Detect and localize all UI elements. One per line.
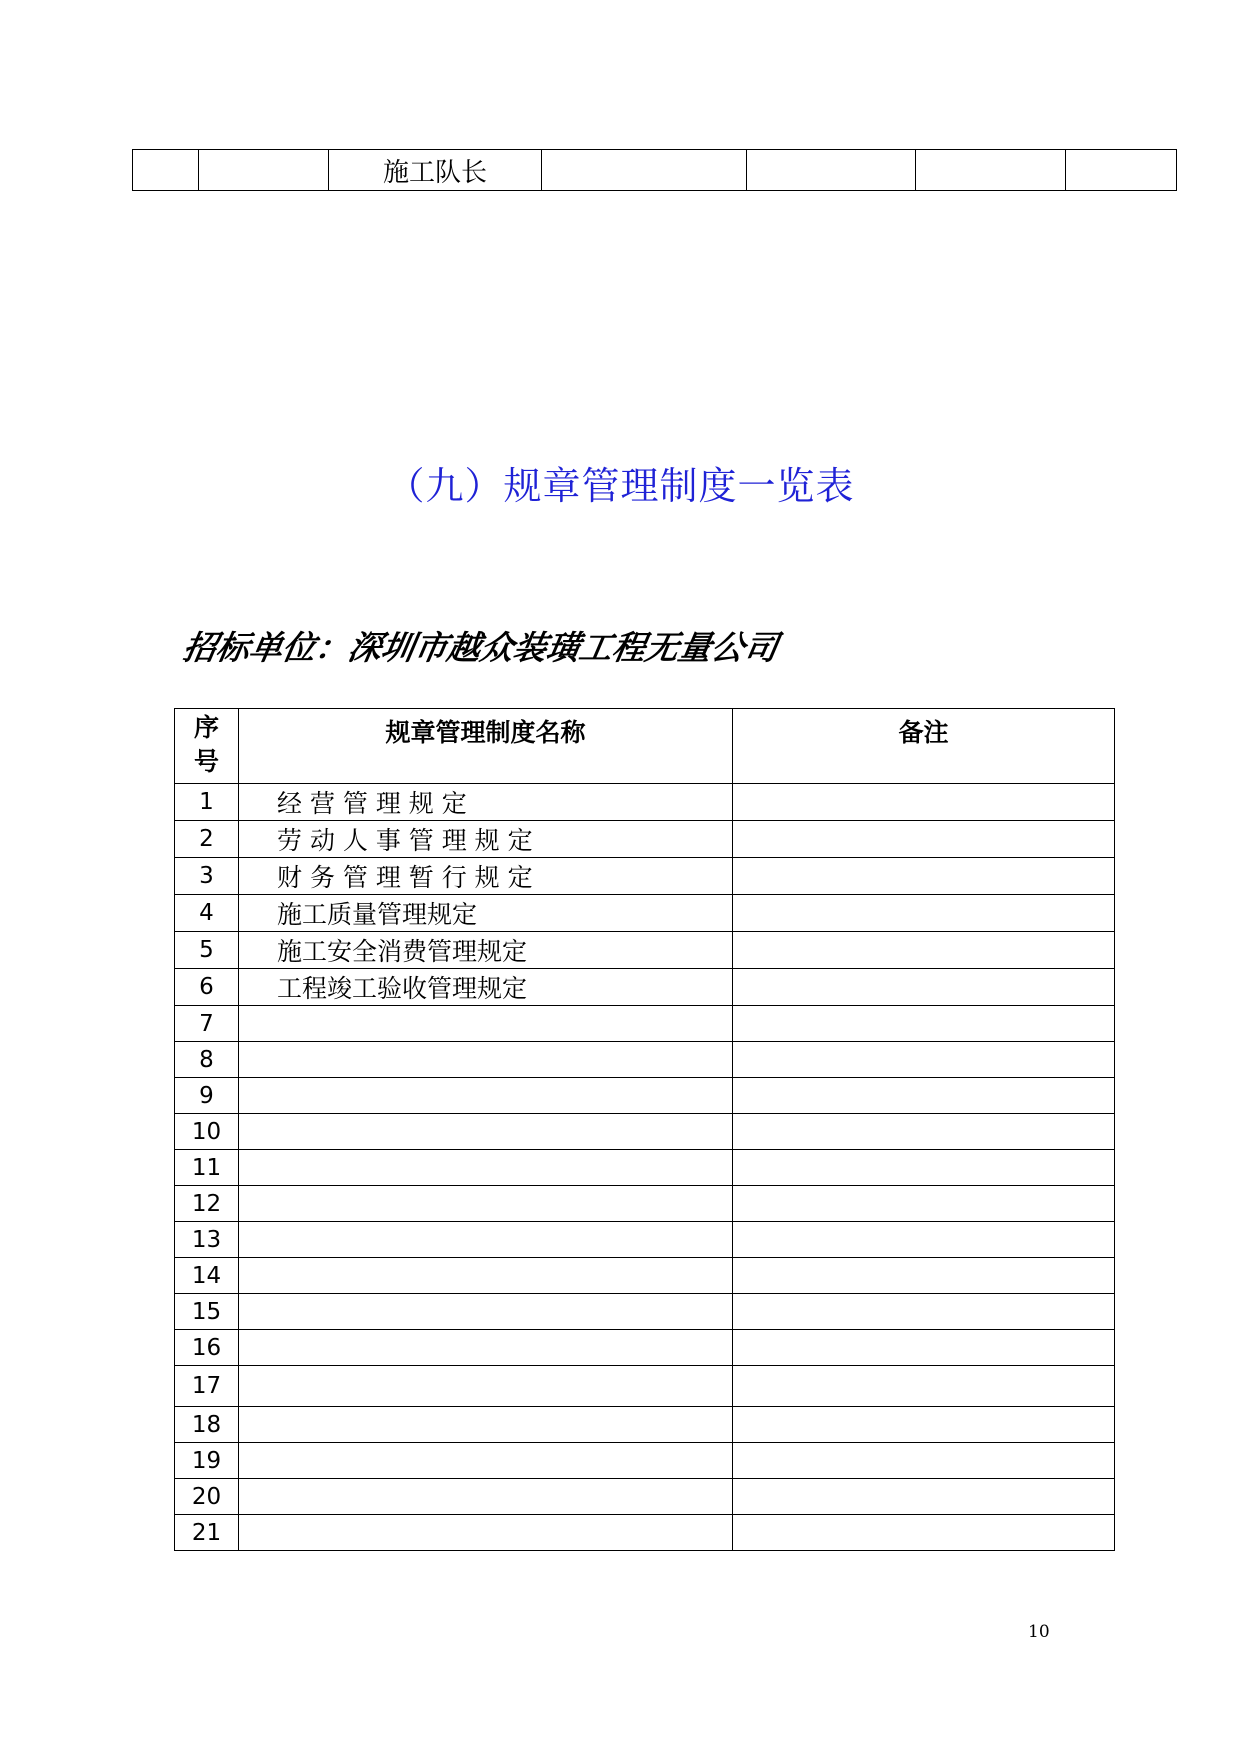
- table-row: [175, 784, 1115, 821]
- row-name: [239, 1294, 733, 1330]
- row-seq: 3: [175, 858, 239, 895]
- row-note: [733, 1114, 1115, 1150]
- table-row: [175, 821, 1115, 858]
- row-seq: 19: [175, 1443, 239, 1479]
- row-seq: 10: [175, 1114, 239, 1150]
- row-seq: 12: [175, 1186, 239, 1222]
- row-note: [733, 1479, 1115, 1515]
- row-note: [733, 895, 1115, 932]
- table-row: [175, 969, 1115, 1006]
- table-row: [175, 1042, 1115, 1078]
- row-note: [733, 1006, 1115, 1042]
- previous-page-table-fragment: [132, 149, 1177, 191]
- table-row: [175, 1186, 1115, 1222]
- row-note: [733, 969, 1115, 1006]
- table-cell: [199, 150, 329, 191]
- row-note: [733, 932, 1115, 969]
- row-name: [239, 1006, 733, 1042]
- row-note: [733, 784, 1115, 821]
- row-seq: 15: [175, 1294, 239, 1330]
- row-name: [239, 1443, 733, 1479]
- row-seq: 21: [175, 1515, 239, 1551]
- table-cell: [542, 150, 747, 191]
- table-row: [175, 1330, 1115, 1366]
- row-name: [239, 1078, 733, 1114]
- row-name: [239, 1515, 733, 1551]
- table-row: [175, 1407, 1115, 1443]
- row-note: [733, 1515, 1115, 1551]
- row-note: [733, 858, 1115, 895]
- table-row: [175, 1114, 1115, 1150]
- row-name: [239, 1258, 733, 1294]
- table-row: [175, 1258, 1115, 1294]
- table-row: [175, 1294, 1115, 1330]
- row-seq: 6: [175, 969, 239, 1006]
- row-seq: 14: [175, 1258, 239, 1294]
- header-seq: [175, 709, 239, 784]
- row-name: [239, 1330, 733, 1366]
- table-cell: 施工队长: [329, 150, 542, 191]
- row-name: [239, 1042, 733, 1078]
- row-note: [733, 1366, 1115, 1407]
- table-row: [175, 1150, 1115, 1186]
- row-note: [733, 1258, 1115, 1294]
- table-row: [175, 1443, 1115, 1479]
- table-row: [175, 1515, 1115, 1551]
- row-note: [733, 1294, 1115, 1330]
- row-seq: 8: [175, 1042, 239, 1078]
- row-name: [239, 1222, 733, 1258]
- row-name: 施工安全消费管理规定: [239, 932, 733, 969]
- table-row: [175, 1366, 1115, 1407]
- row-name: 施工质量管理规定: [239, 895, 733, 932]
- row-seq: 13: [175, 1222, 239, 1258]
- row-note: [733, 1330, 1115, 1366]
- row-seq: 5: [175, 932, 239, 969]
- row-seq: 17: [175, 1366, 239, 1407]
- row-note: [733, 1042, 1115, 1078]
- row-seq: 7: [175, 1006, 239, 1042]
- row-note: [733, 1186, 1115, 1222]
- row-seq: 20: [175, 1479, 239, 1515]
- table-cell: [133, 150, 199, 191]
- header-note: 备注: [733, 709, 1115, 784]
- row-note: [733, 1407, 1115, 1443]
- row-note: [733, 1222, 1115, 1258]
- row-seq: 4: [175, 895, 239, 932]
- row-seq: 2: [175, 821, 239, 858]
- table-row: [175, 1006, 1115, 1042]
- section-title: （九）规章管理制度一览表: [386, 464, 855, 508]
- table-row: [175, 1479, 1115, 1515]
- table-row: [175, 858, 1115, 895]
- regulations-table: [174, 708, 1115, 1551]
- row-name: [239, 1366, 733, 1407]
- page-number: 10: [1028, 1622, 1050, 1642]
- row-seq: 18: [175, 1407, 239, 1443]
- row-note: [733, 821, 1115, 858]
- table-body: [175, 784, 1115, 1551]
- row-note: [733, 1150, 1115, 1186]
- table-cell: [1066, 150, 1177, 191]
- row-name: 劳 动 人 事 管 理 规 定: [239, 821, 733, 858]
- table-cell: [747, 150, 916, 191]
- row-seq: 11: [175, 1150, 239, 1186]
- row-name: 工程竣工验收管理规定: [239, 969, 733, 1006]
- row-seq: 16: [175, 1330, 239, 1366]
- row-name: [239, 1114, 733, 1150]
- header-name: 规章管理制度名称: [239, 709, 733, 784]
- row-name: [239, 1479, 733, 1515]
- table-row: [133, 150, 1177, 191]
- table-row: [175, 895, 1115, 932]
- row-note: [733, 1078, 1115, 1114]
- header-seq-label: 序号: [193, 713, 219, 776]
- row-name: [239, 1407, 733, 1443]
- table-row: [175, 932, 1115, 969]
- bidder-line: 招标单位：深圳市越众装璜工程无量公司: [180, 628, 781, 667]
- row-seq: 1: [175, 784, 239, 821]
- row-name: [239, 1186, 733, 1222]
- table-row: [175, 1078, 1115, 1114]
- table-row: [175, 1222, 1115, 1258]
- table-header-row: [175, 709, 1115, 784]
- row-name: [239, 1150, 733, 1186]
- row-seq: 9: [175, 1078, 239, 1114]
- row-name: 财 务 管 理 暂 行 规 定: [239, 858, 733, 895]
- table-cell: [916, 150, 1066, 191]
- row-name: 经 营 管 理 规 定: [239, 784, 733, 821]
- row-note: [733, 1443, 1115, 1479]
